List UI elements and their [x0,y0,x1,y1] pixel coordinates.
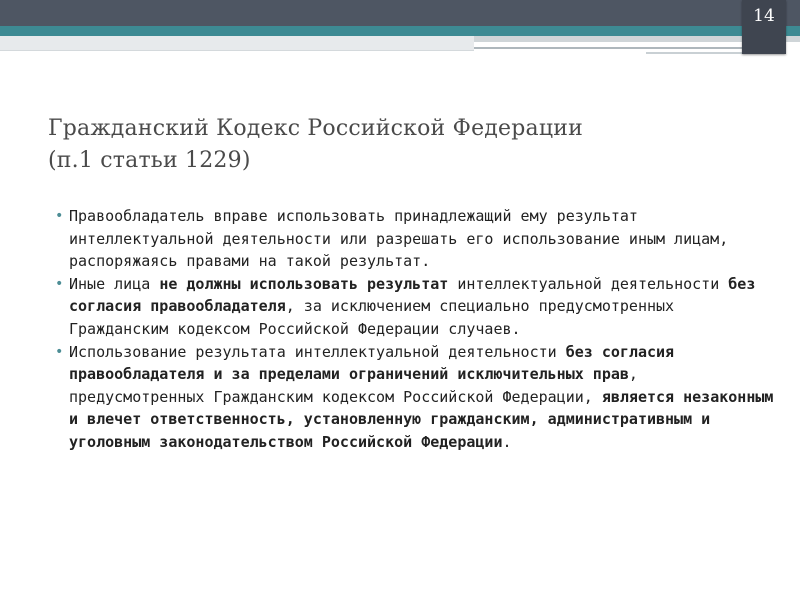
text: . [502,432,512,451]
header-accent-stripe [0,26,800,36]
header-left-tab [0,36,474,51]
bold-text: без согласия правообладателя [69,274,756,316]
title-line-2: (п.1 статьи 1229) [48,148,251,173]
text: , за исключением специально предусмотренных Гражданским кодексом Российской Федерации случаев. [69,297,675,338]
bullet-icon: • [55,208,64,224]
bullet-item [55,205,775,273]
bullet-item [55,341,775,454]
text: интеллектуальной деятельности [448,274,729,293]
header-bar [0,0,800,26]
bullet-item [55,273,775,341]
text: Правообладатель вправе использовать принадлежащий ему результат интеллектуальной деятельности или разрешать его использование иным лицам, распоряжаясь правами на такой результат. [69,207,729,271]
slide-title [48,113,748,177]
bullet-icon: • [55,275,64,292]
bold-text: является незаконным и влечет ответственность, установленную гражданским, административным и уголовным законодательством Российской Федерации [69,387,774,451]
text: Использование результата интеллектуальной деятельности [69,342,566,361]
header-divider-line [474,47,786,49]
text: , предусмотренных Гражданским кодексом Российской Федерации, [69,365,638,406]
bold-text: без согласия правообладателя и за пределами ограничений исключительных прав [69,342,675,384]
page-number: 14 [753,6,775,26]
bullet-icon: • [55,343,64,360]
title-line-1: Гражданский Кодекс Российской Федерации [48,116,583,141]
bullet-list [55,205,775,454]
bold-text: не должны использовать результат [159,274,449,293]
text: Иные лица [69,274,160,293]
